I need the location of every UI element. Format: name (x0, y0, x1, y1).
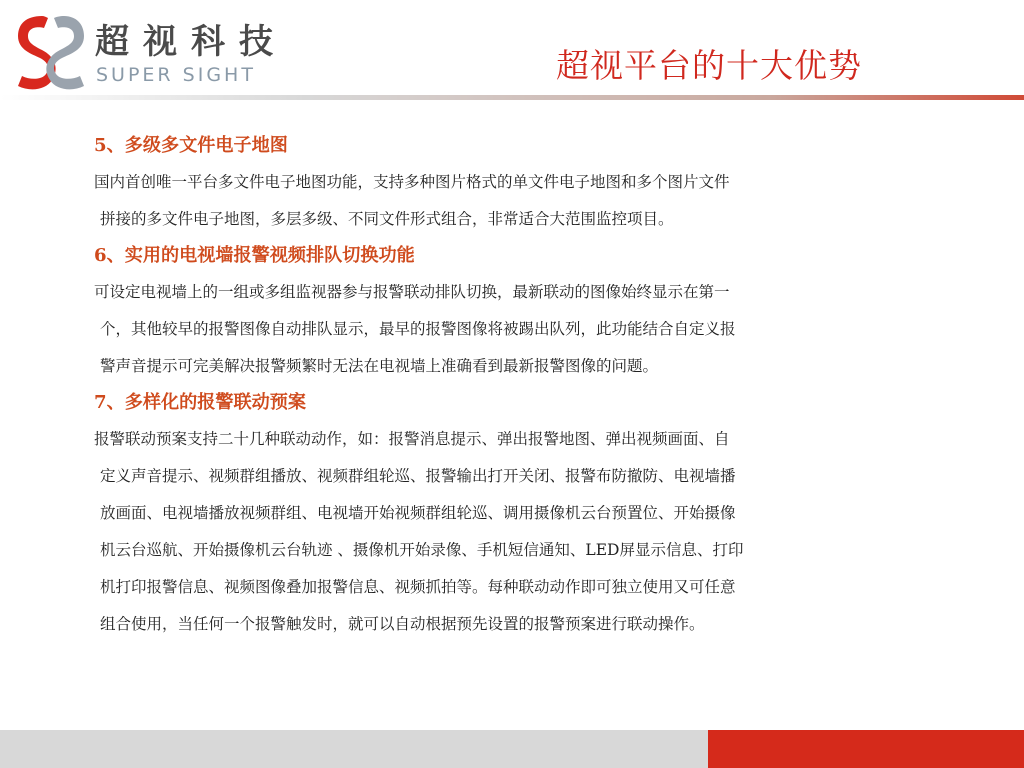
paragraph-line: 警声音提示可完美解决报警频繁时无法在电视墙上准确看到最新报警图像的问题。 (100, 357, 659, 375)
section-paragraph (94, 164, 974, 238)
paragraph-line: 拼接的多文件电子地图，多层多级、不同文件形式组合，非常适合大范围监控项目。 (100, 210, 674, 228)
section-heading: 6、实用的电视墙报警视频排队切换功能 (94, 245, 415, 266)
footer-gray-band (0, 730, 708, 768)
paragraph-line: 放画面、电视墙播放视频群组、电视墙开始视频群组轮巡、调用摄像机云台预置位、开始摄像 (100, 504, 736, 522)
logo-chinese-name: 超视科技 (95, 22, 287, 62)
paragraph-line: 个，其他较早的报警图像自动排队显示，最早的报警图像将被踢出队列，此功能结合自定义报 (100, 320, 736, 338)
logo-english-name: SUPER SIGHT (96, 64, 256, 86)
paragraph-line: 国内首创唯一平台多文件电子地图功能，支持多种图片格式的单文件电子地图和多个图片文件 (94, 173, 730, 191)
title-divider (0, 95, 1024, 100)
paragraph-line: 机打印报警信息、视频图像叠加报警信息、视频抓拍等。每种联动动作即可独立使用又可任意 (100, 578, 736, 596)
section-heading: 5、多级多文件电子地图 (94, 135, 288, 156)
section-paragraph (94, 274, 974, 385)
content-body (94, 128, 974, 643)
paragraph-line: 定义声音提示、视频群组播放、视频群组轮巡、报警输出打开关闭、报警布防撤防、电视墙播 (100, 467, 736, 485)
section-heading: 7、多样化的报警联动预案 (94, 392, 306, 413)
section-paragraph (94, 421, 974, 643)
paragraph-line: 组合使用，当任何一个报警触发时，就可以自动根据预先设置的报警预案进行联动操作。 (100, 615, 705, 633)
section-5 (94, 128, 974, 238)
paragraph-line: 机云台巡航、开始摄像机云台轨迹 、摄像机开始录像、手机短信通知、LED屏显示信息、打印 (100, 541, 744, 559)
paragraph-line: 报警联动预案支持二十几种联动动作，如：报警消息提示、弹出报警地图、弹出视频画面、自 (94, 430, 730, 448)
slide-title: 超视平台的十大优势 (556, 46, 862, 85)
section-6 (94, 238, 974, 385)
super-sight-logo-icon (12, 10, 90, 92)
paragraph-line: 可设定电视墙上的一组或多组监视器参与报警联动排队切换，最新联动的图像始终显示在第一 (94, 283, 730, 301)
footer-red-band (708, 730, 1024, 768)
section-7 (94, 385, 974, 643)
